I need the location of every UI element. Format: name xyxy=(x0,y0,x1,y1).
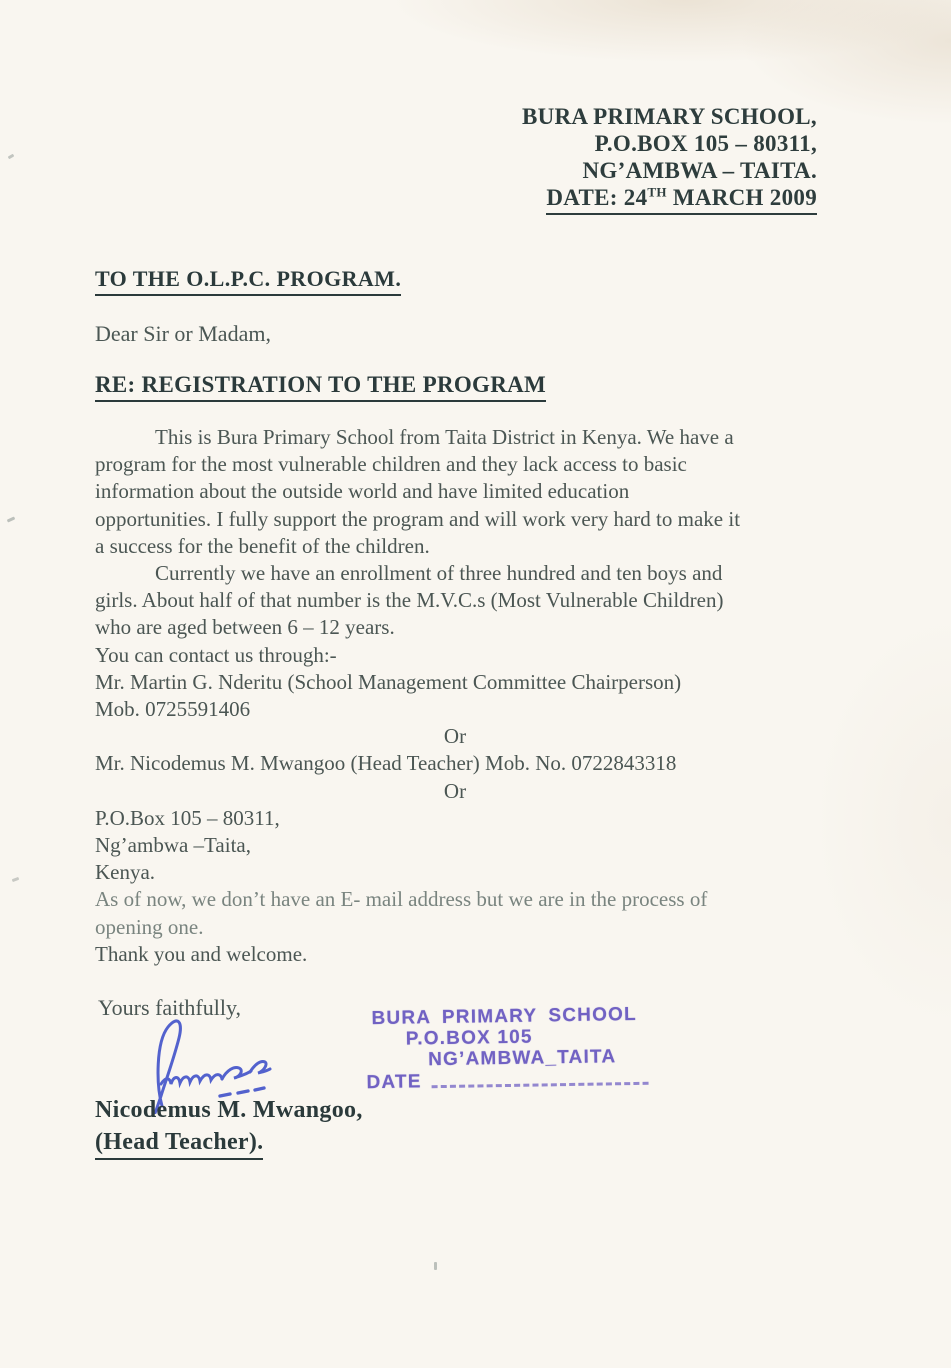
contact-intro-line: You can contact us through:- xyxy=(95,642,337,667)
email-note-line: As of now, we don’t have an E- mail address but we are in the process of xyxy=(95,887,708,912)
contact-person-2: Mr. Nicodemus M. Mwangoo (Head Teacher) Mob. No. 0722843318 xyxy=(95,751,677,776)
body-line: who are aged between 6 – 12 years. xyxy=(95,615,395,640)
or-separator: Or xyxy=(443,724,467,749)
body-line: Currently we have an enrollment of three hundred and ten boys and xyxy=(155,561,723,586)
contact-phone-1: Mob. 0725591406 xyxy=(95,697,251,722)
scan-speckle xyxy=(8,154,15,160)
body-line: opportunities. I fully support the program and will work very hard to make it xyxy=(95,506,741,531)
or-separator: Or xyxy=(443,778,467,803)
email-note-line: opening one. xyxy=(95,914,204,939)
stamp-date-blank-line xyxy=(432,1082,649,1088)
stamp-pobox-line: P.O.BOX 105 xyxy=(405,1026,533,1050)
body-line: girls. About half of that number is the M.V.C.s (Most Vulnerable Children) xyxy=(95,588,724,613)
body-line: This is Bura Primary School from Taita District in Kenya. We have a xyxy=(155,425,734,449)
recipient-line: TO THE O.L.P.C. PROGRAM. xyxy=(95,266,401,296)
po-box-line: P.O.BOX 105 – 80311, xyxy=(594,131,817,156)
valediction: Yours faithfully, xyxy=(98,995,242,1020)
school-name: BURA PRIMARY SCHOOL, xyxy=(521,104,817,129)
address-line-2: Ng’ambwa –Taita, xyxy=(95,833,251,858)
scan-speckle xyxy=(12,877,20,882)
stamp-date-label: DATE xyxy=(366,1071,422,1094)
date-ordinal-superscript: TH xyxy=(647,184,667,200)
contact-person-1: Mr. Martin G. Nderitu (School Management Committee Chairperson) xyxy=(95,669,682,694)
subject-line: RE: REGISTRATION TO THE PROGRAM xyxy=(95,372,546,402)
address-line-3: Kenya. xyxy=(95,860,156,885)
scan-speckle xyxy=(434,1262,437,1270)
signatory-name: Nicodemus M. Mwangoo, xyxy=(95,1097,363,1123)
thanks-line: Thank you and welcome. xyxy=(95,941,308,966)
letter-body xyxy=(95,424,847,968)
letterhead xyxy=(522,103,817,215)
stamp-school-line: BURA PRIMARY SCHOOL xyxy=(371,1003,638,1030)
location-line: NG’AMBWA – TAITA. xyxy=(582,158,817,183)
body-line: information about the outside world and have limited education xyxy=(95,479,630,504)
body-line: program for the most vulnerable children and they lack access to basic xyxy=(95,452,687,477)
body-line: a success for the benefit of the children. xyxy=(95,533,430,558)
rubber-stamp xyxy=(365,1004,648,1093)
signatory-title: (Head Teacher). xyxy=(95,1129,263,1160)
address-line-1: P.O.Box 105 – 80311, xyxy=(95,805,280,830)
date-line: DATE: 24TH MARCH 2009 xyxy=(522,184,817,215)
salutation: Dear Sir or Madam, xyxy=(95,321,271,346)
scan-speckle xyxy=(7,516,16,522)
stamp-location-line: NG’AMBWA_TAITA xyxy=(428,1046,617,1071)
stamp-date-row xyxy=(366,1068,648,1093)
